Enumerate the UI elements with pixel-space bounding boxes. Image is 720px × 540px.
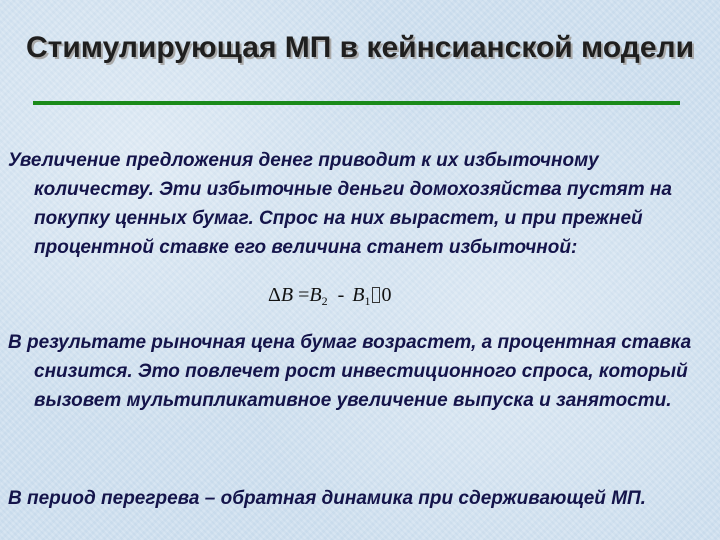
formula-equals: = [298, 284, 310, 306]
formula-b1: B [352, 284, 365, 306]
formula-delta: Δ [268, 284, 281, 306]
slide-title: Стимулирующая МП в кейнсианской модели [25, 31, 695, 64]
paragraph-overheating: В период перегрева – обратная динамика при сдерживающей МП. [8, 488, 646, 509]
paragraph-result: В результате рыночная цена бумаг возрастет, а процентная ставка снизится. Это повлечет рост инвестиционного спроса, который вызовет мультипликативное увеличение выпуска и занятости. [8, 332, 692, 411]
formula-zero: 0 [381, 284, 392, 306]
title-underline [33, 101, 680, 105]
missing-glyph-icon [372, 287, 380, 303]
formula-minus: - [337, 284, 345, 306]
formula-b2: B [309, 284, 322, 306]
formula-delta-b [268, 282, 391, 314]
paragraph-money-supply: Увеличение предложения денег приводит к их избыточному количеству. Эти избыточные деньги домохозяйства пустят на покупку ценных бумаг. Спрос на них вырастет, и при прежней процентной ставке его величина станет избыточной: [8, 150, 672, 258]
formula-b: B [280, 284, 294, 306]
formula-sub1: 1 [364, 294, 371, 308]
formula-sub2: 2 [321, 294, 328, 308]
